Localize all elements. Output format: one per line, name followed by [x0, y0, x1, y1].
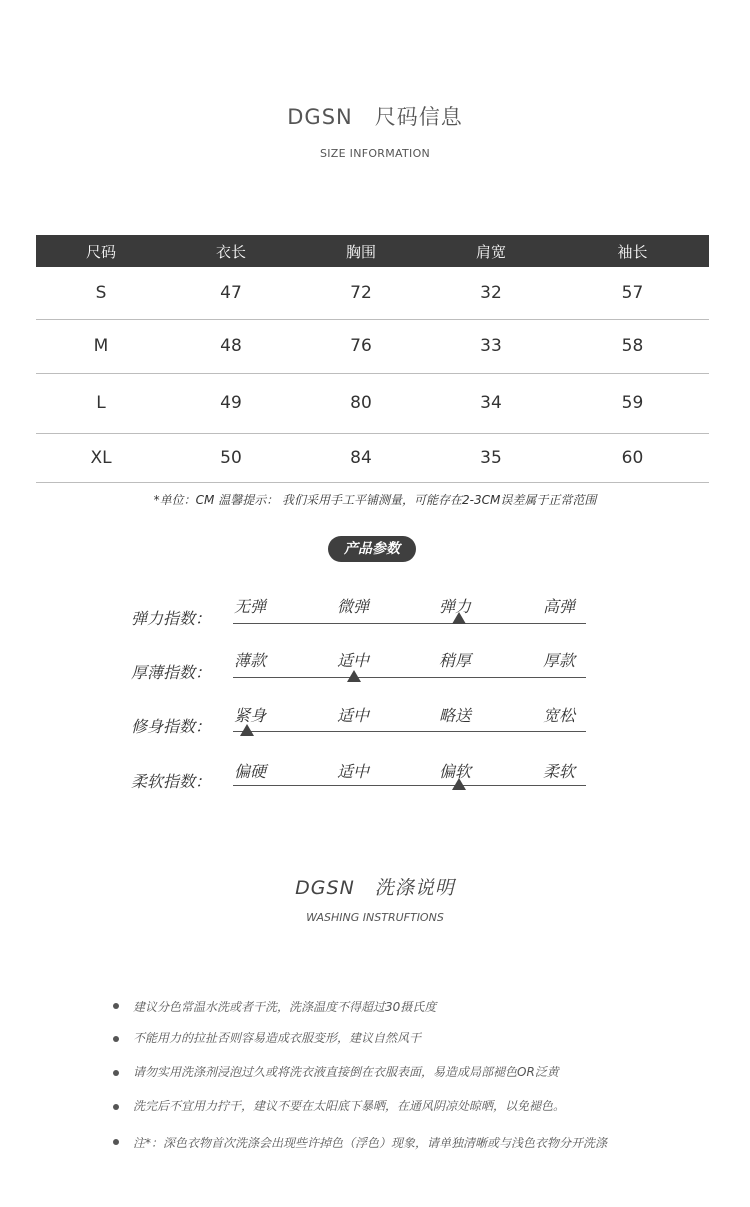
- selection-marker-icon: [347, 670, 361, 682]
- param-label: 柔软指数：: [131, 772, 212, 791]
- param-option: 偏软: [439, 762, 472, 781]
- washing-item: 不能用力的拉扯否则容易造成衣服变形，建议自然风干: [133, 1031, 422, 1045]
- param-option: 无弹: [234, 597, 267, 616]
- column-header: 尺码: [36, 235, 166, 267]
- page-title: DGSN 尺码信息: [287, 105, 463, 129]
- measurement-note: *单位：CM 温馨提示： 我们采用手工平铺测量，可能存在2-3CM误差属于正常范围: [153, 493, 597, 507]
- table-cell: 80: [296, 373, 426, 433]
- param-option: 柔软: [543, 762, 576, 781]
- param-option: 弹力: [439, 597, 472, 616]
- scale-line: [233, 623, 586, 624]
- param-option: 适中: [337, 762, 370, 781]
- washing-title: DGSN 洗涤说明: [295, 877, 455, 899]
- table-cell: 49: [166, 373, 296, 433]
- bullet-icon: [113, 1003, 119, 1009]
- table-cell: S: [36, 267, 166, 319]
- column-header: 袖长: [556, 235, 709, 267]
- param-label: 修身指数：: [131, 717, 212, 736]
- param-label: 厚薄指数：: [131, 663, 212, 682]
- column-header: 衣长: [166, 235, 296, 267]
- param-label: 弹力指数：: [131, 609, 212, 628]
- table-cell: 35: [426, 433, 556, 482]
- scale-line: [233, 731, 586, 732]
- table-cell: 57: [556, 267, 709, 319]
- table-cell: 84: [296, 433, 426, 482]
- bullet-icon: [113, 1070, 119, 1076]
- size-table: [36, 235, 709, 483]
- washing-item: 注*：深色衣物首次洗涤会出现些许掉色（浮色）现象，请单独清晰或与浅色衣物分开洗涤: [133, 1136, 608, 1150]
- column-header: 肩宽: [426, 235, 556, 267]
- scale-line: [233, 785, 586, 786]
- scale-line: [233, 677, 586, 678]
- table-row: [36, 433, 709, 482]
- table-row: [36, 373, 709, 433]
- column-header: 胸围: [296, 235, 426, 267]
- table-cell: 59: [556, 373, 709, 433]
- param-option: 宽松: [543, 706, 576, 725]
- table-cell: 34: [426, 373, 556, 433]
- table-cell: 32: [426, 267, 556, 319]
- param-option: 稍厚: [439, 651, 472, 670]
- selection-marker-icon: [240, 724, 254, 736]
- selection-marker-icon: [452, 612, 466, 624]
- table-cell: 50: [166, 433, 296, 482]
- table-row: [36, 267, 709, 319]
- washing-subtitle: WASHING INSTRUFTIONS: [306, 911, 444, 924]
- param-option: 偏硬: [234, 762, 267, 781]
- param-option: 适中: [337, 651, 370, 670]
- selection-marker-icon: [452, 778, 466, 790]
- product-params-badge: 产品参数: [328, 536, 416, 562]
- table-header-row: [36, 235, 709, 267]
- table-cell: 33: [426, 319, 556, 373]
- table-cell: 60: [556, 433, 709, 482]
- param-option: 略送: [439, 706, 472, 725]
- table-cell: 48: [166, 319, 296, 373]
- table-cell: XL: [36, 433, 166, 482]
- bullet-icon: [113, 1104, 119, 1110]
- table-cell: 47: [166, 267, 296, 319]
- param-option: 薄款: [234, 651, 267, 670]
- table-cell: M: [36, 319, 166, 373]
- table-cell: 76: [296, 319, 426, 373]
- bullet-icon: [113, 1036, 119, 1042]
- washing-item: 请勿实用洗涤剂浸泡过久或将洗衣液直接倒在衣服表面，易造成局部褪色OR泛黄: [133, 1065, 559, 1079]
- table-cell: 58: [556, 319, 709, 373]
- washing-item: 建议分色常温水洗或者干洗，洗涤温度不得超过30摄氏度: [133, 1000, 437, 1014]
- param-option: 厚款: [543, 651, 576, 670]
- table-row: [36, 319, 709, 373]
- bullet-icon: [113, 1139, 119, 1145]
- page-subtitle: SIZE INFORMATION: [319, 147, 431, 160]
- param-option: 高弹: [543, 597, 576, 616]
- table-cell: 72: [296, 267, 426, 319]
- washing-item: 洗完后不宜用力拧干，建议不要在太阳底下暴晒，在通风阴凉处晾晒，以免褪色。: [133, 1099, 566, 1113]
- table-cell: L: [36, 373, 166, 433]
- param-option: 紧身: [234, 706, 267, 725]
- param-option: 适中: [337, 706, 370, 725]
- param-option: 微弹: [337, 597, 370, 616]
